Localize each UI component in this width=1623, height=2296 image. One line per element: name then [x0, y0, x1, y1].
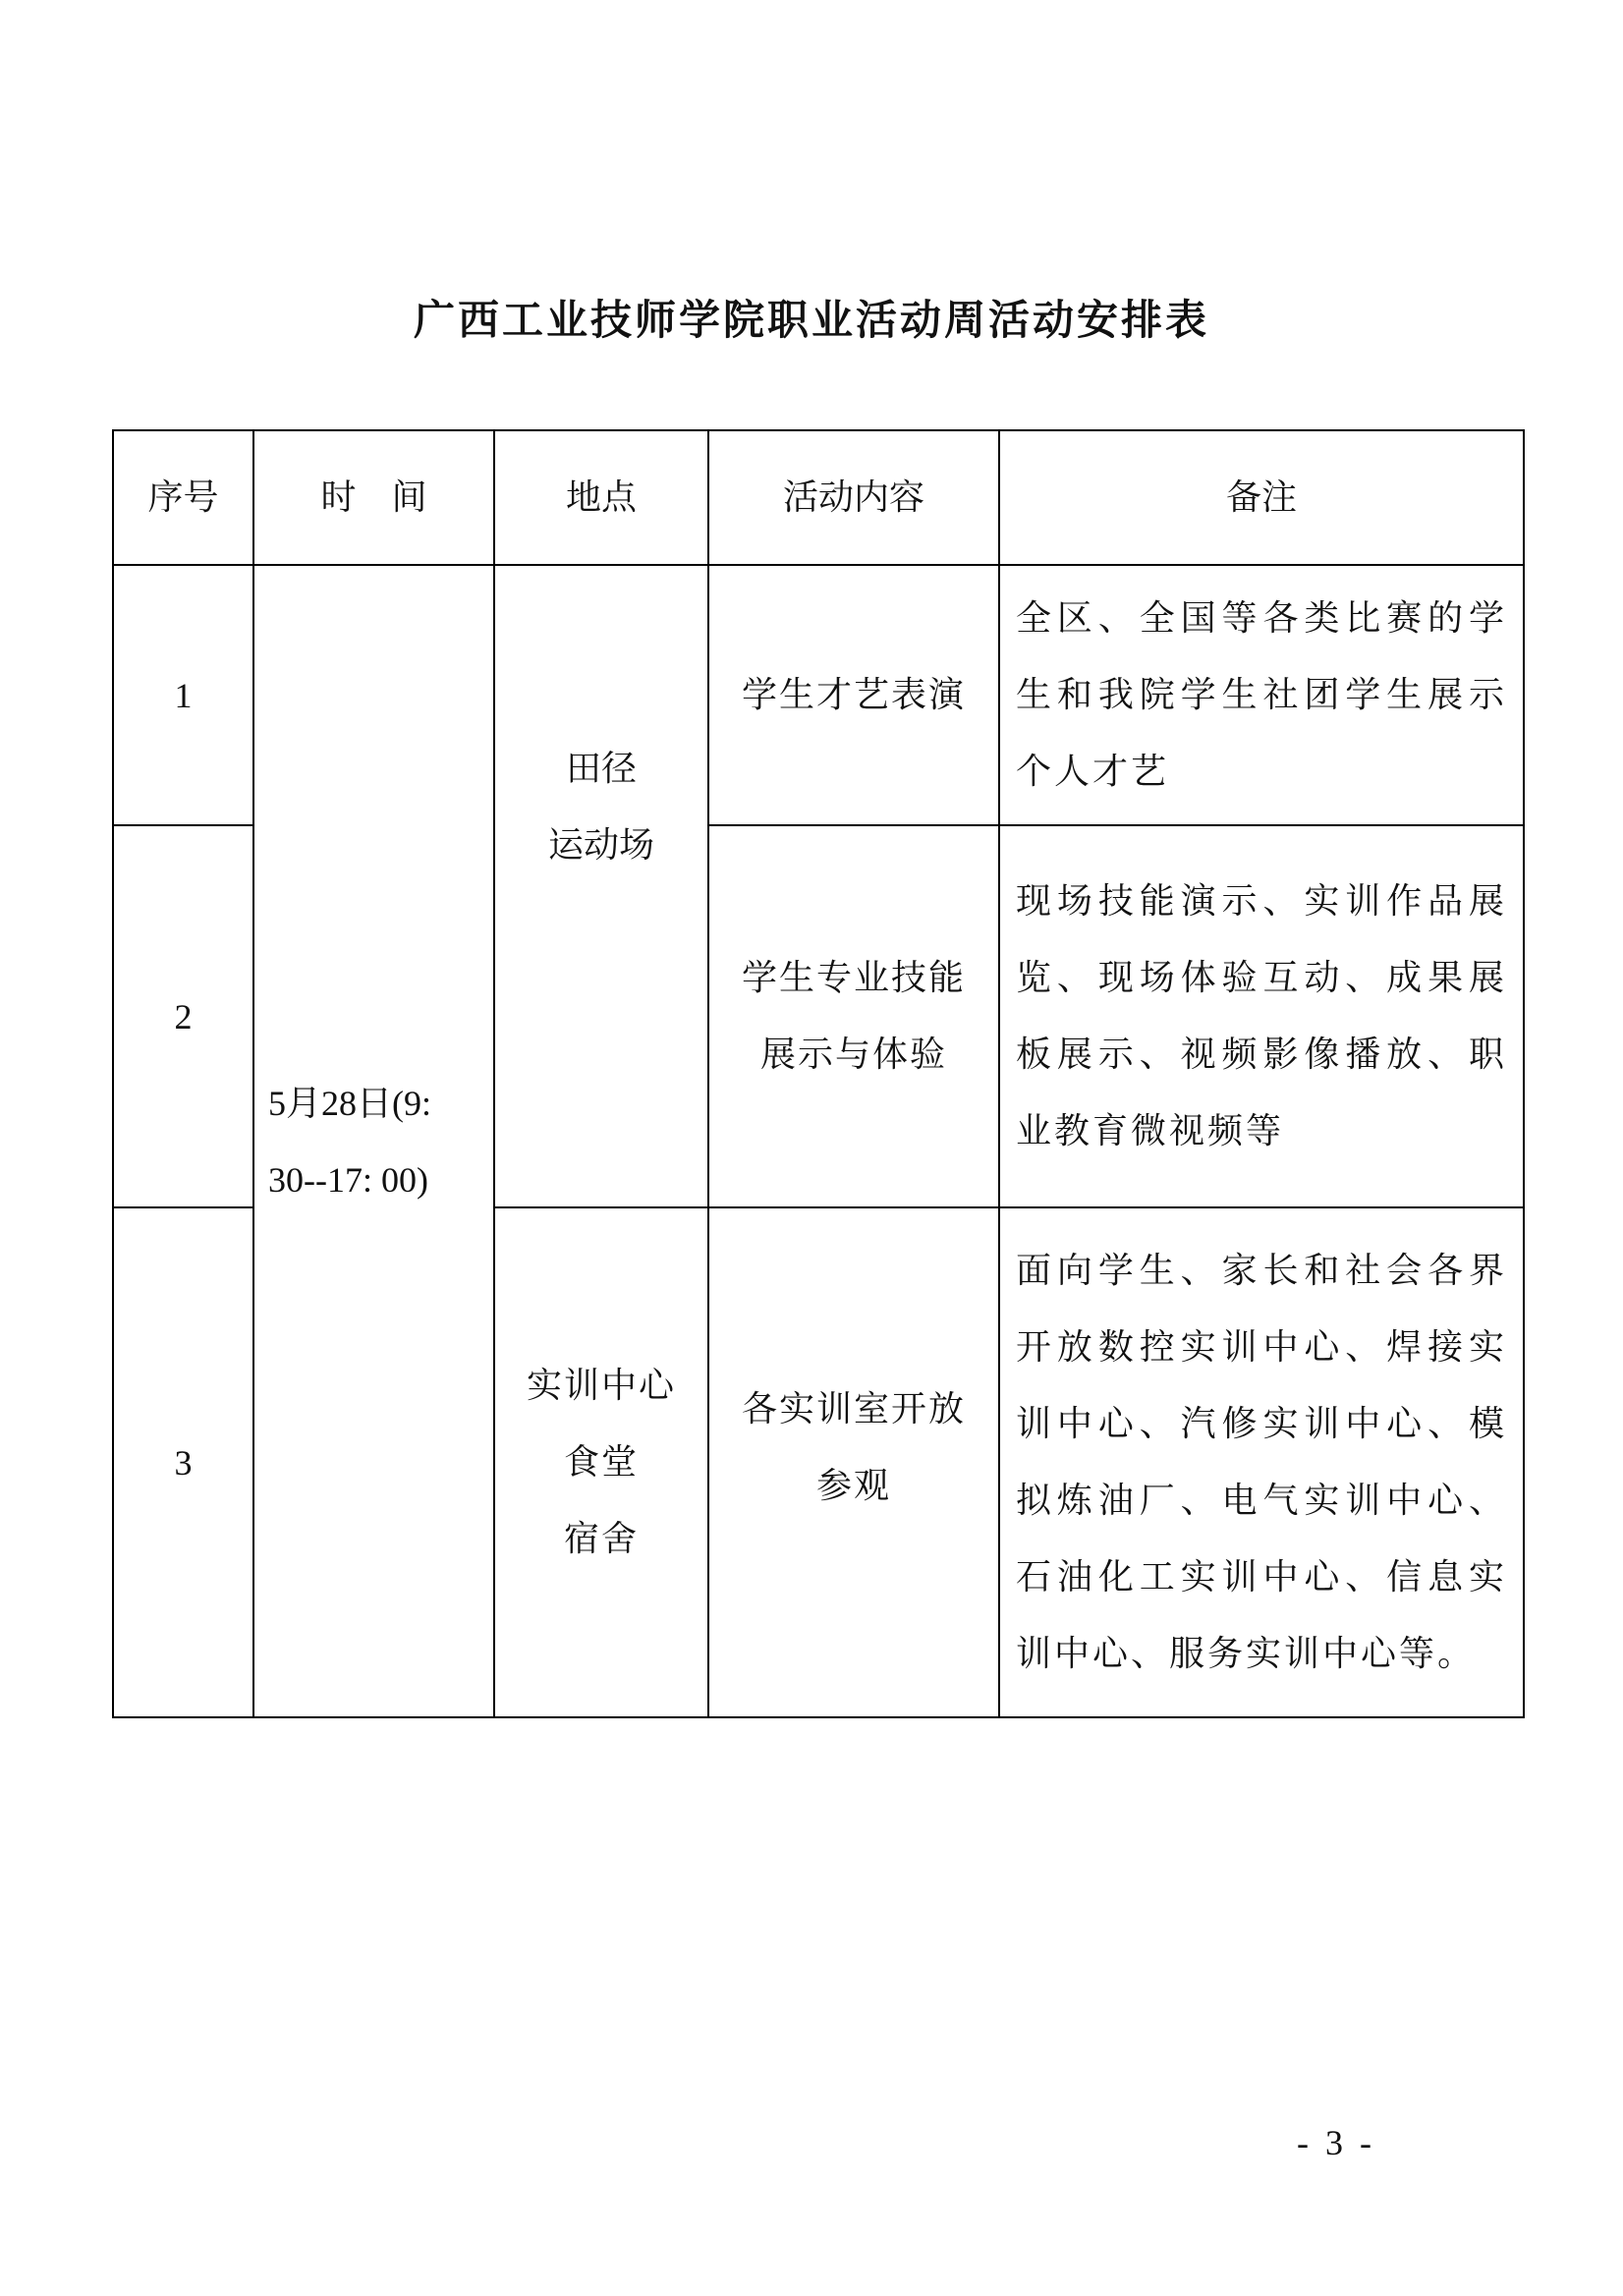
- time-cell: [253, 565, 494, 1717]
- row-content: 学生才艺表演: [708, 565, 999, 825]
- content-line-2: 参观: [815, 1465, 891, 1506]
- time-line-1: 5月28日(9:: [268, 1083, 431, 1123]
- place-line-2: 食堂: [563, 1441, 639, 1483]
- header-note: 备注: [999, 430, 1524, 565]
- place-line-2: 运动场: [547, 825, 654, 866]
- table-row: [113, 565, 1524, 825]
- content-line-2: 展示与体验: [759, 1034, 947, 1075]
- row-content: [708, 825, 999, 1207]
- row-note: 面向学生、家长和社会各界开放数控实训中心、焊接实训中心、汽修实训中心、模拟炼油厂、电气实训中心、石油化工实训中心、信息实训中心、服务实训中心等。: [999, 1207, 1524, 1717]
- header-seq: 序号: [113, 430, 253, 565]
- row-seq: 3: [113, 1207, 253, 1717]
- header-content: 活动内容: [708, 430, 999, 565]
- page-number: - 3 -: [1297, 2123, 1375, 2162]
- place-line-3: 宿舍: [563, 1518, 639, 1559]
- content-line-1: 学生专业技能: [741, 957, 966, 998]
- row-note: 现场技能演示、实训作品展览、现场体验互动、成果展板展示、视频影像播放、职业教育微视频等: [999, 825, 1524, 1207]
- row-seq: 2: [113, 825, 253, 1207]
- header-place: 地点: [494, 430, 708, 565]
- place-line-1: 实训中心: [526, 1365, 676, 1406]
- header-time: 时 间: [253, 430, 494, 565]
- place-cell-training: [494, 1207, 708, 1717]
- place-cell-stadium: [494, 565, 708, 1207]
- time-line-2: 30--17: 00): [268, 1159, 428, 1200]
- row-note: 全区、全国等各类比赛的学生和我院学生社团学生展示个人才艺: [999, 565, 1524, 825]
- table-header-row: [113, 430, 1524, 565]
- content-line-1: 各实训室开放: [741, 1388, 966, 1429]
- document-title: 广西工业技师学院职业活动周活动安排表: [413, 296, 1209, 344]
- activity-schedule-table: [112, 429, 1525, 1718]
- row-seq: 1: [113, 565, 253, 825]
- row-content: [708, 1207, 999, 1717]
- place-line-1: 田径: [565, 749, 637, 789]
